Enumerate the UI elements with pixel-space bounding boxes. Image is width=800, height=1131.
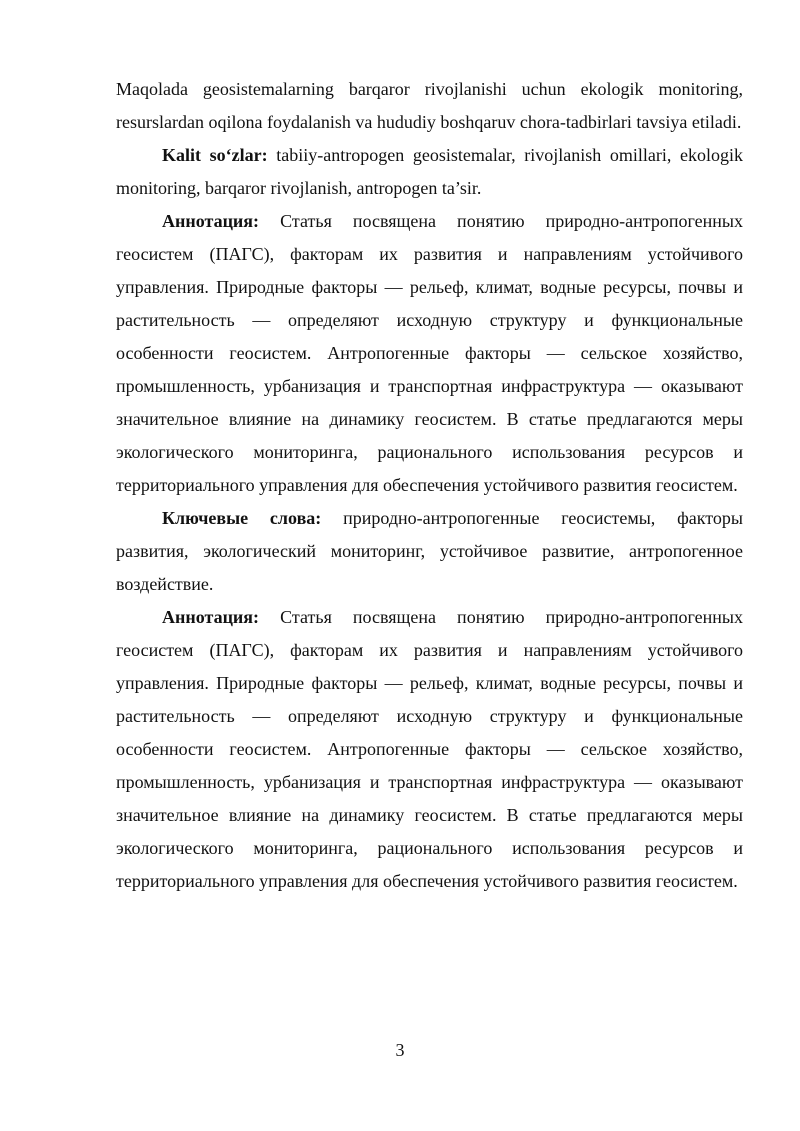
ru-keywords-text: природно-антропогенные геосистемы, факторы развития, экологический мониторинг, устойчивое развитие, антропогенное воздействие.: [116, 508, 743, 594]
ru-abstract-paragraph-1: [116, 205, 743, 502]
uz-abstract-ending: Maqolada geosistemalarning barqaror rivojlanishi uchun ekologik monitoring, resurslardan oqilona foydalanish va hududiy boshqaruv chora-tadbirlari tavsiya etiladi.: [116, 79, 743, 132]
uz-keywords-label: Kalit so‘zlar:: [162, 145, 268, 165]
ru-keywords-paragraph: [116, 502, 743, 601]
uz-keywords-text: tabiiy-antropogen geosistemalar, rivojlanish omillari, ekologik monitoring, barqaror rivojlanish, antropogen ta’sir.: [116, 145, 743, 198]
ru-abstract-text-2: Статья посвящена понятию природно-антропогенных геосистем (ПАГС), факторам их развития и направлениям устойчивого управления. Природные факторы — рельеф, климат, водные ресурсы, почвы и растительность — определяют исходную структуру и функциональные особенности геосистем. Антропогенные факторы — сельское хозяйство, промышленность, урбанизация и транспортная инфраструктура — оказывают значительное влияние на динамику геосистем. В статье предлагаются меры экологического мониторинга, рационального использования ресурсов и территориального управления для обеспечения устойчивого развития геосистем.: [116, 607, 743, 891]
page-body: [116, 73, 743, 898]
page-number: 3: [395, 1040, 405, 1060]
ru-abstract-label-2: Аннотация:: [162, 607, 260, 627]
ru-abstract-label-1: Аннотация:: [162, 211, 260, 231]
ru-abstract-paragraph-2: [116, 601, 743, 898]
ru-abstract-text-1: Статья посвящена понятию природно-антропогенных геосистем (ПАГС), факторам их развития и направлениям устойчивого управления. Природные факторы — рельеф, климат, водные ресурсы, почвы и растительность — определяют исходную структуру и функциональные особенности геосистем. Антропогенные факторы — сельское хозяйство, промышленность, урбанизация и транспортная инфраструктура — оказывают значительное влияние на динамику геосистем. В статье предлагаются меры экологического мониторинга, рационального использования ресурсов и территориального управления для обеспечения устойчивого развития геосистем.: [116, 211, 743, 495]
ru-keywords-label: Ключевые слова:: [162, 508, 322, 528]
uz-keywords-paragraph: [116, 139, 743, 205]
